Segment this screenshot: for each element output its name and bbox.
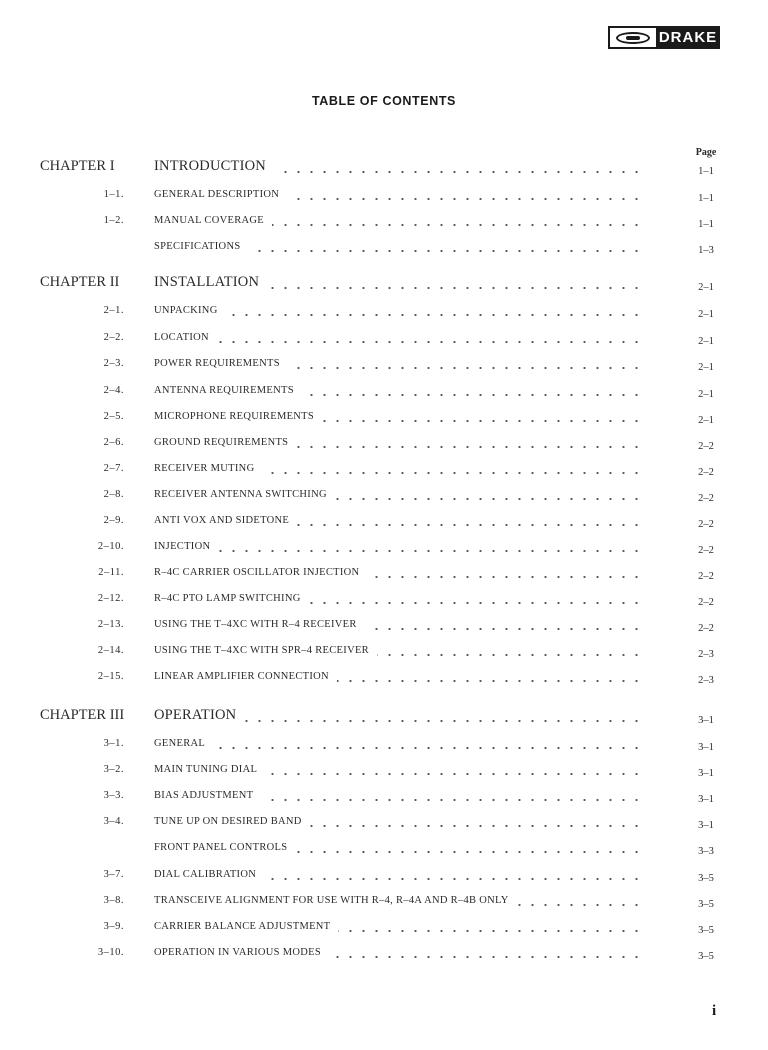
toc-entry-number: 2–6.: [103, 437, 124, 448]
toc-entry-title: USING THE T–4XC WITH SPR–4 RECEIVER: [154, 645, 369, 656]
dot-leader: [302, 392, 643, 398]
dot-leader: [226, 312, 643, 318]
toc-entry-title: MANUAL COVERAGE: [154, 215, 264, 226]
toc-entry-number: 2–15.: [97, 671, 124, 682]
toc-entry-page: 2–2: [698, 623, 714, 634]
toc-section-row: [0, 916, 768, 936]
toc-entry-number: CHAPTER I: [40, 158, 115, 174]
toc-section-row: [0, 733, 768, 753]
dot-leader: [213, 745, 643, 751]
toc-entry-page: 2–2: [698, 571, 714, 582]
dot-leader: [367, 574, 643, 580]
dot-leader: [267, 285, 643, 291]
dot-leader: [338, 928, 643, 934]
toc-entry-number: 2–11.: [98, 567, 124, 578]
toc-entry-title: OPERATION: [154, 707, 237, 723]
dot-leader: [264, 876, 643, 882]
toc-entry-number: 3–4.: [103, 816, 124, 827]
toc-entry-page: 2–3: [698, 649, 714, 660]
toc-entry-title: INSTALLATION: [154, 274, 260, 290]
toc-entry-page: 2–1: [698, 282, 714, 293]
dot-leader: [335, 496, 643, 502]
toc-entry-number: 2–7.: [103, 463, 124, 474]
toc-entry-page: 3–5: [698, 899, 714, 910]
toc-entry-number: 3–1.: [103, 738, 124, 749]
toc-section-row: [0, 942, 768, 962]
toc-entry-number: 2–10.: [97, 541, 124, 552]
toc-entry-title: LOCATION: [154, 332, 209, 343]
toc-entry-title: R–4C PTO LAMP SWITCHING: [154, 593, 301, 604]
dot-leader: [261, 797, 643, 803]
toc-section-row: [0, 785, 768, 805]
toc-entry-page: 3–1: [698, 794, 714, 805]
toc-entry-page: 2–3: [698, 675, 714, 686]
toc-entry-number: 3–8.: [103, 895, 124, 906]
toc-entry-number: 2–4.: [103, 385, 124, 396]
toc-entry-page: 2–2: [698, 519, 714, 530]
toc-entry-title: GROUND REQUIREMENTS: [154, 437, 289, 448]
toc-entry-title: BIAS ADJUSTMENT: [154, 790, 254, 801]
toc-entry-page: 3–5: [698, 873, 714, 884]
toc-section-row: [0, 236, 768, 256]
toc-entry-page: 2–2: [698, 467, 714, 478]
dot-leader: [329, 954, 643, 960]
toc-entry-page: 3–3: [698, 846, 714, 857]
toc-entry-title: RECEIVER ANTENNA SWITCHING: [154, 489, 327, 500]
toc-entry-page: 1–1: [698, 166, 714, 177]
toc-entry-page: 2–2: [698, 545, 714, 556]
toc-entry-number: 2–1.: [103, 305, 124, 316]
dot-leader: [297, 522, 643, 528]
dot-leader: [295, 849, 643, 855]
dot-leader: [322, 418, 643, 424]
toc-section-row: [0, 300, 768, 320]
toc-entry-number: 2–9.: [103, 515, 124, 526]
toc-entry-number: 2–5.: [103, 411, 124, 422]
dot-leader: [309, 600, 643, 606]
dot-leader: [310, 823, 643, 829]
toc-entry-page: 3–1: [698, 715, 714, 726]
toc-entry-page: 1–1: [698, 193, 714, 204]
toc-entry-page: 1–3: [698, 245, 714, 256]
toc-entry-title: RECEIVER MUTING: [154, 463, 255, 474]
toc-entry-title: MAIN TUNING DIAL: [154, 764, 258, 775]
toc-chapter-row: [0, 706, 768, 726]
toc-section-row: [0, 562, 768, 582]
toc-entry-page: 2–1: [698, 415, 714, 426]
toc-entry-page: 2–1: [698, 389, 714, 400]
logo-text: DRAKE: [658, 29, 718, 46]
dot-leader: [272, 222, 643, 228]
toc-section-row: [0, 837, 768, 857]
dot-leader: [262, 470, 643, 476]
drake-emblem-icon: [610, 28, 658, 47]
toc-entry-title: INJECTION: [154, 541, 211, 552]
toc-section-row: [0, 588, 768, 608]
toc-section-row: [0, 458, 768, 478]
toc-section-row: [0, 614, 768, 634]
toc-section-row: [0, 432, 768, 452]
toc-entry-title: MICROPHONE REQUIREMENTS: [154, 411, 315, 422]
toc-entry-title: SPECIFICATIONS: [154, 241, 241, 252]
toc-entry-number: 2–2.: [103, 332, 124, 343]
toc-section-row: [0, 484, 768, 504]
dot-leader: [265, 771, 643, 777]
toc-entry-title: ANTENNA REQUIREMENTS: [154, 385, 294, 396]
toc-entry-number: 3–7.: [103, 869, 124, 880]
toc-entry-title: INTRODUCTION: [154, 158, 266, 174]
toc-section-row: [0, 380, 768, 400]
toc-entry-number: 3–3.: [103, 790, 124, 801]
toc-entry-number: 1–1.: [103, 189, 124, 200]
toc-entry-title: UNPACKING: [154, 305, 218, 316]
toc-entry-title: POWER REQUIREMENTS: [154, 358, 280, 369]
toc-entry-number: 3–2.: [103, 764, 124, 775]
toc-section-row: [0, 210, 768, 230]
dot-leader: [377, 652, 643, 658]
page-number: i: [712, 1003, 717, 1019]
toc-entry-page: 3–1: [698, 742, 714, 753]
toc-entry-page: 1–1: [698, 219, 714, 230]
toc-entry-title: GENERAL: [154, 738, 206, 749]
toc-entry-page: 2–2: [698, 493, 714, 504]
dot-leader: [287, 196, 643, 202]
toc-entry-page: 3–1: [698, 820, 714, 831]
toc-section-row: [0, 327, 768, 347]
toc-entry-title: TRANSCEIVE ALIGNMENT FOR USE WITH R–4, R–4A AND R–4B ONLY: [154, 895, 509, 906]
toc-entry-page: 3–1: [698, 768, 714, 779]
page-column-header: Page: [695, 147, 717, 158]
toc-section-row: [0, 536, 768, 556]
toc-entry-number: 2–13.: [97, 619, 124, 630]
toc-section-row: [0, 640, 768, 660]
dot-leader: [337, 678, 643, 684]
toc-section-row: [0, 759, 768, 779]
toc-section-row: [0, 406, 768, 426]
toc-entry-title: LINEAR AMPLIFIER CONNECTION: [154, 671, 329, 682]
toc-section-row: [0, 811, 768, 831]
toc-entry-page: 2–2: [698, 597, 714, 608]
dot-leader: [288, 365, 643, 371]
toc-entry-number: CHAPTER III: [40, 707, 125, 723]
toc-section-row: [0, 666, 768, 686]
toc-section-row: [0, 864, 768, 884]
toc-entry-number: 1–2.: [103, 215, 124, 226]
toc-entry-number: 2–14.: [97, 645, 124, 656]
toc-entry-page: 3–5: [698, 951, 714, 962]
toc-entry-title: ANTI VOX AND SIDETONE: [154, 515, 290, 526]
dot-leader: [274, 169, 643, 175]
toc-entry-number: 2–3.: [103, 358, 124, 369]
dot-leader: [244, 718, 643, 724]
toc-entry-title: OPERATION IN VARIOUS MODES: [154, 947, 321, 958]
toc-entry-title: USING THE T–4XC WITH R–4 RECEIVER: [154, 619, 357, 630]
toc-entry-page: 3–5: [698, 925, 714, 936]
page-title: TABLE OF CONTENTS: [312, 94, 456, 108]
toc-entry-page: 2–1: [698, 336, 714, 347]
toc-entry-number: 3–9.: [103, 921, 124, 932]
toc-entry-number: 3–10.: [97, 947, 124, 958]
dot-leader: [517, 902, 643, 908]
toc-entry-number: 2–12.: [97, 593, 124, 604]
dot-leader: [296, 444, 643, 450]
toc-entry-title: R–4C CARRIER OSCILLATOR INJECTION: [154, 567, 360, 578]
toc-entry-number: 2–8.: [103, 489, 124, 500]
dot-leader: [218, 548, 643, 554]
toc-entry-title: TUNE UP ON DESIRED BAND: [154, 816, 302, 827]
toc-chapter-row: [0, 273, 768, 293]
toc-entry-title: CARRIER BALANCE ADJUSTMENT: [154, 921, 331, 932]
toc-section-row: [0, 184, 768, 204]
dot-leader: [248, 248, 643, 254]
toc-section-row: [0, 890, 768, 910]
dot-leader: [365, 626, 643, 632]
toc-chapter-row: [0, 157, 768, 177]
dot-leader: [217, 339, 643, 345]
toc-entry-title: FRONT PANEL CONTROLS: [154, 842, 288, 853]
toc-entry-page: 2–1: [698, 362, 714, 373]
toc-entry-page: 2–1: [698, 309, 714, 320]
toc-entry-page: 2–2: [698, 441, 714, 452]
toc-entry-number: CHAPTER II: [40, 274, 120, 290]
toc-entry-title: DIAL CALIBRATION: [154, 869, 257, 880]
toc-section-row: [0, 510, 768, 530]
toc-section-row: [0, 353, 768, 373]
toc-entry-title: GENERAL DESCRIPTION: [154, 189, 280, 200]
drake-logo: [608, 26, 720, 49]
